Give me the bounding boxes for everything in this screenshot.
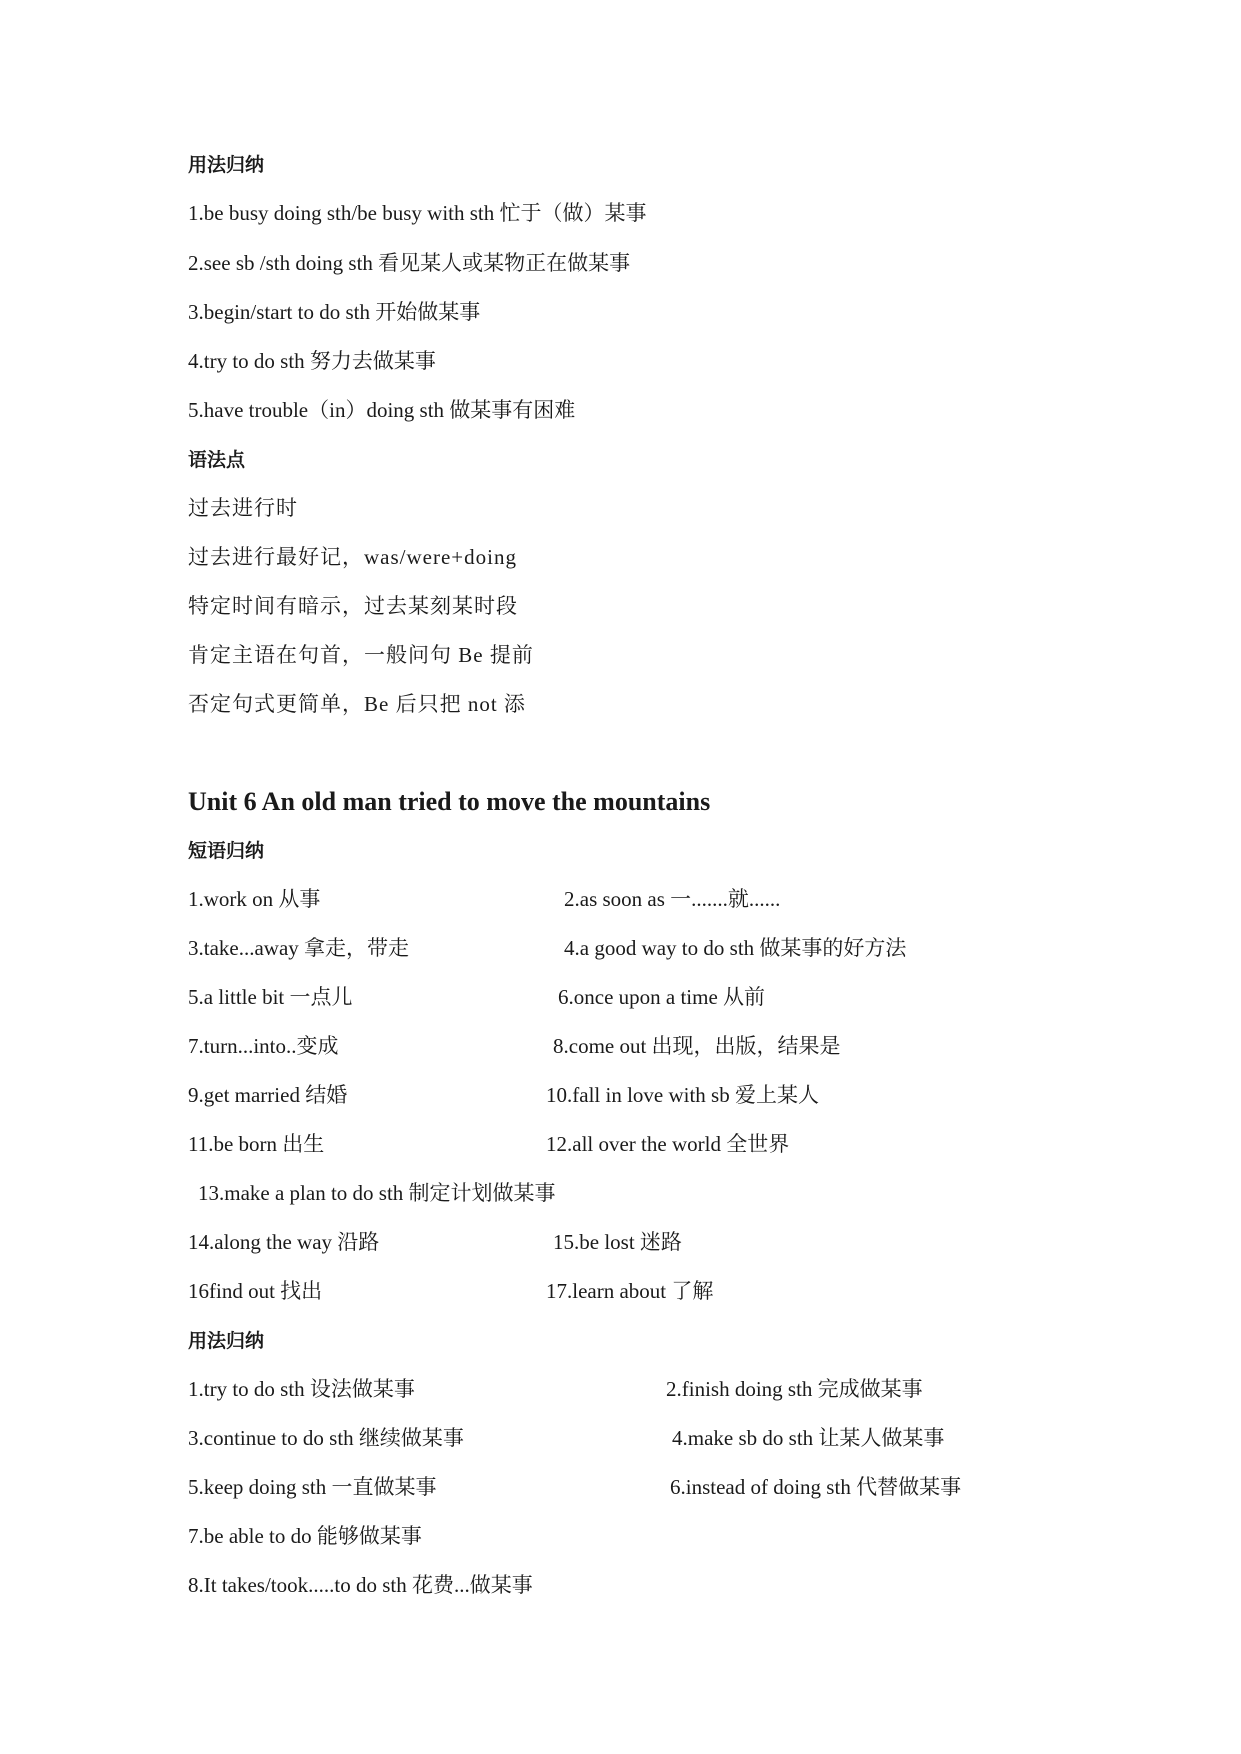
usage-item: 8.It takes/took.....to do sth 花费...做某事 xyxy=(188,1573,533,1597)
phrase-item: 8.come out 出现，出版，结果是 xyxy=(553,1034,841,1058)
usage-item: 3.continue to do sth 继续做某事 xyxy=(188,1426,464,1450)
usage-item: 5.have trouble（in）doing sth 做某事有困难 xyxy=(188,398,576,422)
grammar-heading: 语法点 xyxy=(188,450,246,471)
phrase-item: 4.a good way to do sth 做某事的好方法 xyxy=(564,936,907,960)
phrases-heading: 短语归纳 xyxy=(188,841,265,862)
usage-heading: 用法归纳 xyxy=(188,155,265,176)
phrase-item: 6.once upon a time 从前 xyxy=(558,985,766,1009)
phrase-item: 15.be lost 迷路 xyxy=(553,1230,682,1254)
unit-title: Unit 6 An old man tried to move the mountains xyxy=(188,787,711,816)
usage-item: 3.begin/start to do sth 开始做某事 xyxy=(188,300,481,324)
grammar-line: 肯定主语在句首，一般问句 Be 提前 xyxy=(188,643,534,667)
phrase-item: 3.take...away 拿走，带走 xyxy=(188,936,410,960)
phrase-item: 1.work on 从事 xyxy=(188,887,321,911)
usage-item: 2.see sb /sth doing sth 看见某人或某物正在做某事 xyxy=(188,251,631,275)
phrase-item: 7.turn...into..变成 xyxy=(188,1034,339,1058)
phrase-item: 11.be born 出生 xyxy=(188,1132,325,1156)
grammar-line: 特定时间有暗示，过去某刻某时段 xyxy=(188,594,518,618)
phrase-item: 14.along the way 沿路 xyxy=(188,1230,380,1254)
phrase-item: 12.all over the world 全世界 xyxy=(546,1132,790,1156)
usage-item: 6.instead of doing sth 代替做某事 xyxy=(670,1475,962,1499)
usage-item: 1.try to do sth 设法做某事 xyxy=(188,1377,415,1401)
usage-item: 4.make sb do sth 让某人做某事 xyxy=(672,1426,945,1450)
usage-item: 5.keep doing sth 一直做某事 xyxy=(188,1475,437,1499)
usage-item: 2.finish doing sth 完成做某事 xyxy=(666,1377,923,1401)
usage-heading: 用法归纳 xyxy=(188,1331,265,1352)
phrase-item: 17.learn about 了解 xyxy=(546,1279,714,1303)
phrase-item: 5.a little bit 一点儿 xyxy=(188,985,353,1009)
phrase-item: 16find out 找出 xyxy=(188,1279,323,1303)
usage-item: 4.try to do sth 努力去做某事 xyxy=(188,349,436,373)
grammar-line: 过去进行时 xyxy=(188,496,298,520)
phrase-item: 10.fall in love with sb 爱上某人 xyxy=(546,1083,819,1107)
usage-item: 1.be busy doing sth/be busy with sth 忙于（做）某事 xyxy=(188,201,647,225)
usage-item: 7.be able to do 能够做某事 xyxy=(188,1524,422,1548)
phrase-item: 13.make a plan to do sth 制定计划做某事 xyxy=(198,1181,556,1205)
grammar-line: 否定句式更简单，Be 后只把 not 添 xyxy=(188,692,526,716)
phrase-item: 2.as soon as 一.......就...... xyxy=(564,887,781,911)
phrase-item: 9.get married 结婚 xyxy=(188,1083,348,1107)
grammar-line: 过去进行最好记，was/were+doing xyxy=(188,545,517,569)
